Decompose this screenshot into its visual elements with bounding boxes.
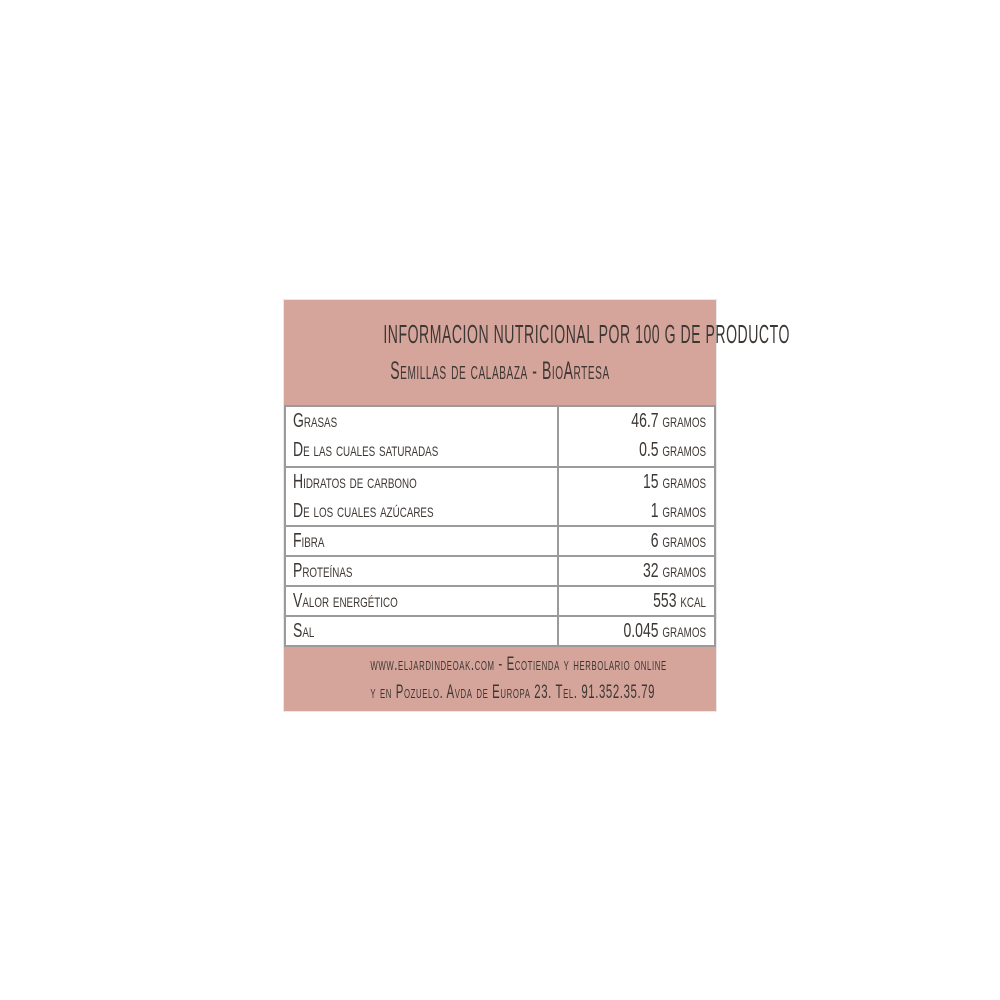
nutrient-label: Fibra [293,530,325,552]
nutrition-label-card [284,300,790,711]
nutrient-label: Proteínas [293,560,353,582]
nutrient-value: 32 gramos [642,560,706,582]
nutrient-label-cell [286,557,559,585]
nutrient-sublabel: De los cuales azúcares [293,500,434,522]
header-band [284,300,790,405]
nutrient-value: 15 gramos [642,471,706,493]
nutrient-value-cell [559,468,714,525]
table-row-sal [286,615,714,645]
nutrient-label-cell [286,587,559,615]
nutrition-table [284,405,716,647]
nutrient-value: 6 gramos [650,530,706,552]
table-row-proteinas [286,555,714,585]
nutrient-subvalue: 0.5 gramos [639,439,706,461]
nutrient-subvalue: 1 gramos [650,500,706,522]
nutrient-value-cell [559,527,714,555]
header-title: INFORMACION NUTRICIONAL POR 100 G DE PRODUCTO [383,319,790,349]
nutrient-value: 553 kcal [653,590,706,612]
table-row-hidratos [286,466,714,525]
nutrient-label: Sal [293,620,315,642]
nutrient-label-cell [286,527,559,555]
nutrient-label-cell [286,617,559,645]
table-row-grasas [286,407,714,466]
footer-address-line: y en Pozuelo. Avda de Europa 23. Tel. 91.352.35.79 [370,682,656,703]
nutrient-value: 46.7 gramos [631,410,706,432]
nutrient-value: 0.045 gramos [623,620,706,642]
nutrient-value-cell [559,617,714,645]
table-row-fibra [286,525,714,555]
nutrient-label: Grasas [293,410,338,432]
nutrient-value-cell [559,587,714,615]
header-subtitle: Semillas de calabaza - BioArtesa [390,357,610,385]
footer-band [284,647,716,711]
nutrient-label: Valor energético [293,590,398,612]
nutrient-value-cell [559,557,714,585]
nutrient-sublabel: De las cuales saturadas [293,439,439,461]
nutrient-label-cell [286,468,559,525]
nutrient-label-cell [286,407,559,466]
nutrient-label: Hidratos de carbono [293,471,417,493]
footer-website-line: www.eljardindeoak.com - Ecotienda y herbolario online [370,654,667,675]
table-row-valor-energetico [286,585,714,615]
nutrient-value-cell [559,407,714,466]
